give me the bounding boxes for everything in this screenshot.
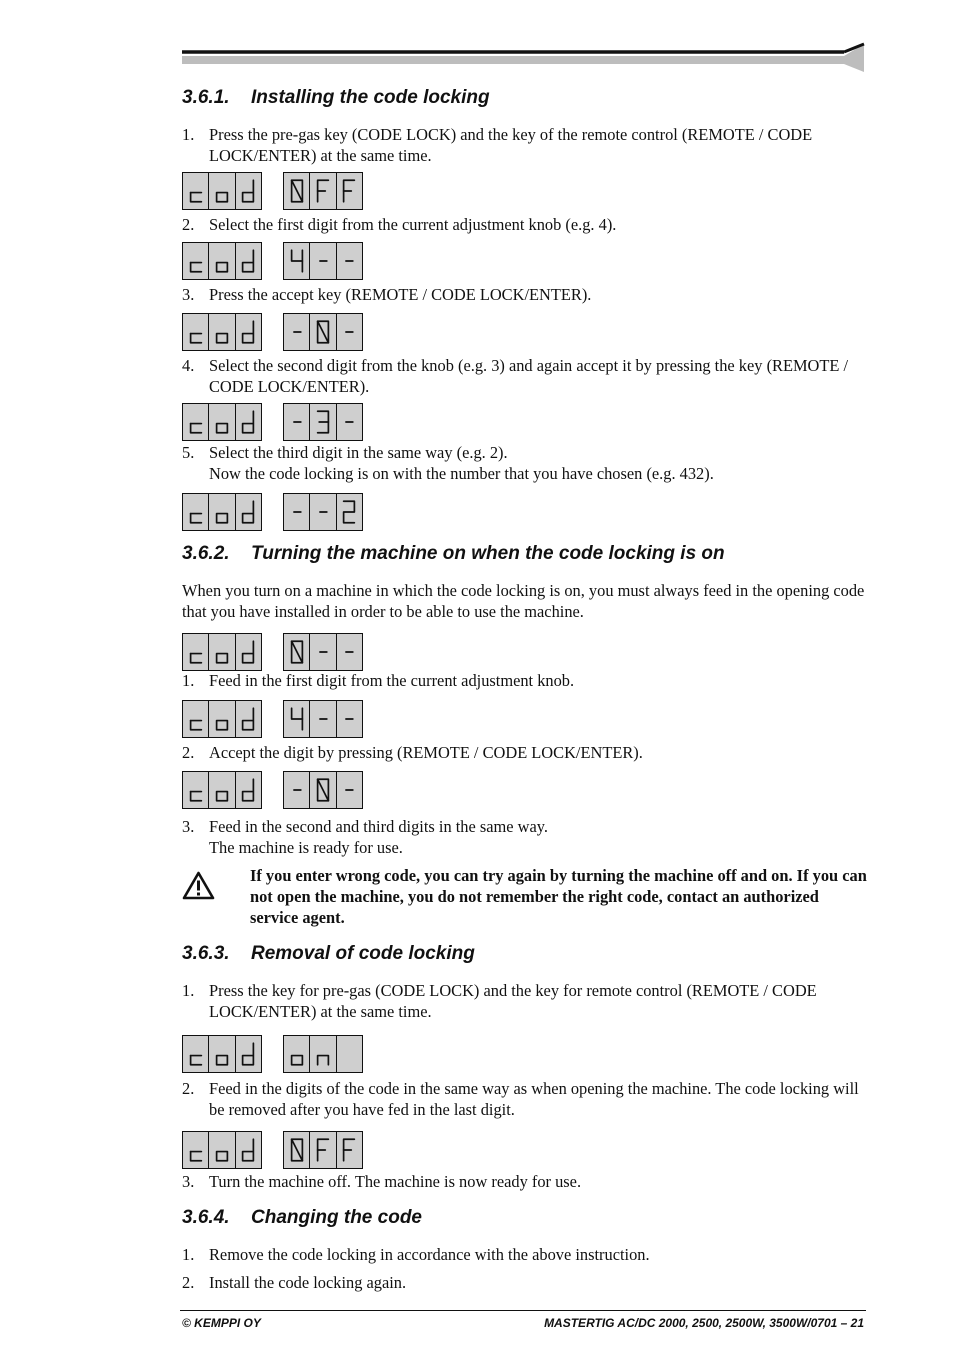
list-number: 2.: [182, 743, 195, 762]
display-left: [182, 700, 262, 738]
display-digit: [183, 494, 209, 530]
display-digit: [209, 314, 235, 350]
display-digit: [183, 243, 209, 279]
display-digit: [337, 1036, 362, 1072]
display-digit: [209, 1036, 235, 1072]
section-heading-3-6-2: [182, 543, 725, 565]
display-digit: [209, 494, 235, 530]
display-digit: [337, 772, 362, 808]
list-item: [182, 284, 872, 305]
section-heading-3-6-4: [182, 1207, 422, 1229]
list-number: 3.: [182, 285, 195, 304]
display-digit: [284, 173, 310, 209]
list-text: Feed in the first digit from the current adjustment knob.: [209, 671, 575, 690]
list-number: 2.: [182, 1079, 195, 1098]
display-digit: [284, 1036, 310, 1072]
list-item: [182, 355, 872, 397]
display-digit: [236, 314, 261, 350]
display-right: [283, 403, 363, 441]
display-digit: [337, 314, 362, 350]
display-digit: [183, 701, 209, 737]
list-item: [182, 214, 872, 235]
display-digit: [284, 494, 310, 530]
display-digit: [183, 1132, 209, 1168]
warning-text: If you enter wrong code, you can try again by turning the machine off and on. If you can not open the machine, you do not remember the right code, contact an authorized service agent.: [250, 866, 867, 927]
display-digit: [284, 701, 310, 737]
section-title: Removal of code locking: [251, 943, 475, 964]
display-digit: [284, 1132, 310, 1168]
list-number: 3.: [182, 1172, 195, 1191]
display-digit: [337, 494, 362, 530]
display-digit: [236, 494, 261, 530]
display-digit: [236, 1132, 261, 1168]
display-digit: [310, 243, 336, 279]
list-item: [182, 1272, 872, 1293]
display-digit: [310, 701, 336, 737]
warning-triangle-icon: [182, 871, 215, 900]
list-item: [182, 1244, 872, 1265]
display-digit: [310, 1132, 336, 1168]
display-digit: [310, 772, 336, 808]
section-number: 3.6.2.: [182, 543, 230, 564]
display-digit: [209, 772, 235, 808]
display-digit: [284, 772, 310, 808]
display-digit: [209, 173, 235, 209]
list-item: [182, 1171, 872, 1192]
display-left: [182, 313, 262, 351]
section-title: Changing the code: [251, 1207, 422, 1228]
display-right: [283, 313, 363, 351]
section-title: Turning the machine on when the code locking is on: [251, 543, 725, 564]
list-text: Install the code locking again.: [209, 1273, 407, 1292]
display-right: [283, 172, 363, 210]
list-number: 1.: [182, 1245, 195, 1264]
display-digit: [236, 243, 261, 279]
list-text: Select the first digit from the current adjustment knob (e.g. 4).: [209, 215, 617, 234]
display-digit: [284, 634, 310, 670]
display-digit: [209, 1132, 235, 1168]
section-number: 3.6.3.: [182, 943, 230, 964]
display-digit: [284, 314, 310, 350]
display-right: [283, 1131, 363, 1169]
display-left: [182, 172, 262, 210]
list-item: [182, 816, 872, 858]
display-digit: [310, 494, 336, 530]
display-digit: [337, 404, 362, 440]
section-title: Installing the code locking: [251, 87, 490, 108]
display-digit: [209, 404, 235, 440]
display-digit: [337, 173, 362, 209]
list-number: 1.: [182, 671, 195, 690]
display-right: [283, 493, 363, 531]
display-right: [283, 771, 363, 809]
list-text: Remove the code locking in accordance with the above instruction.: [209, 1245, 650, 1264]
display-digit: [236, 772, 261, 808]
list-number: 2.: [182, 215, 195, 234]
display-digit: [183, 772, 209, 808]
display-digit: [183, 314, 209, 350]
display-digit: [310, 634, 336, 670]
footer-divider: [180, 1310, 866, 1311]
display-left: [182, 633, 262, 671]
list-item: [182, 742, 872, 763]
display-digit: [236, 404, 261, 440]
display-digit: [284, 404, 310, 440]
section-number: 3.6.1.: [182, 87, 230, 108]
list-text: Feed in the second and third digits in the same way.: [209, 817, 548, 836]
list-number: 4.: [182, 356, 195, 375]
display-right: [283, 633, 363, 671]
display-digit: [337, 1132, 362, 1168]
display-left: [182, 403, 262, 441]
display-right: [283, 700, 363, 738]
list-text: Select the third digit in the same way (e.g. 2).: [209, 443, 508, 462]
display-digit: [284, 243, 310, 279]
list-text: Press the pre-gas key (CODE LOCK) and the key of the remote control (REMOTE / CODE LOCK/ENTER) at the same time.: [209, 125, 813, 165]
display-digit: [183, 173, 209, 209]
header-rule: [180, 42, 866, 74]
display-digit: [236, 1036, 261, 1072]
footer-document-id: MASTERTIG AC/DC 2000, 2500, 2500W, 3500W/0701 – 21: [544, 1316, 864, 1330]
list-text: Feed in the digits of the code in the same way as when opening the machine. The code locking will be removed after you have fed in the last digit.: [209, 1079, 859, 1119]
display-digit: [310, 1036, 336, 1072]
display-digit: [236, 634, 261, 670]
display-right: [283, 1035, 363, 1073]
list-text: Turn the machine off. The machine is now ready for use.: [209, 1172, 582, 1191]
list-item: [182, 1078, 872, 1120]
display-left: [182, 771, 262, 809]
display-digit: [209, 634, 235, 670]
list-text: Select the second digit from the knob (e.g. 3) and again accept it by pressing the key (REMOTE / CODE LOCK/ENTER).: [209, 356, 849, 396]
display-digit: [236, 701, 261, 737]
list-text: Press the key for pre-gas (CODE LOCK) and the key for remote control (REMOTE / CODE LOCK/ENTER) at the same time.: [209, 981, 817, 1021]
list-number: 1.: [182, 125, 195, 144]
display-digit: [183, 1036, 209, 1072]
list-item: [182, 670, 872, 691]
display-digit: [337, 701, 362, 737]
display-left: [182, 1035, 262, 1073]
display-left: [182, 1131, 262, 1169]
display-digit: [236, 173, 261, 209]
section-heading-3-6-3: [182, 943, 475, 965]
display-digit: [337, 634, 362, 670]
section-heading-3-6-1: [182, 87, 490, 109]
list-item: [182, 980, 872, 1022]
display-digit: [209, 701, 235, 737]
footer-copyright: © KEMPPI OY: [182, 1316, 261, 1330]
list-text-continued: The machine is ready for use.: [209, 838, 403, 857]
list-text: Press the accept key (REMOTE / CODE LOCK/ENTER).: [209, 285, 592, 304]
list-item: [182, 442, 872, 484]
display-left: [182, 493, 262, 531]
section-number: 3.6.4.: [182, 1207, 230, 1228]
display-digit: [183, 634, 209, 670]
list-item: [182, 124, 872, 166]
display-digit: [310, 173, 336, 209]
list-number: 1.: [182, 981, 195, 1000]
display-digit: [209, 243, 235, 279]
display-digit: [183, 404, 209, 440]
display-digit: [337, 243, 362, 279]
list-number: 5.: [182, 443, 195, 462]
display-right: [283, 242, 363, 280]
display-left: [182, 242, 262, 280]
list-number: 2.: [182, 1273, 195, 1292]
list-number: 3.: [182, 817, 195, 836]
display-digit: [310, 314, 336, 350]
intro-paragraph: When you turn on a machine in which the code locking is on, you must always feed in the opening code that you have installed in order to be able to use the machine.: [182, 581, 865, 621]
list-text: Accept the digit by pressing (REMOTE / CODE LOCK/ENTER).: [209, 743, 643, 762]
list-text-continued: Now the code locking is on with the number that you have chosen (e.g. 432).: [209, 464, 714, 483]
display-digit: [310, 404, 336, 440]
